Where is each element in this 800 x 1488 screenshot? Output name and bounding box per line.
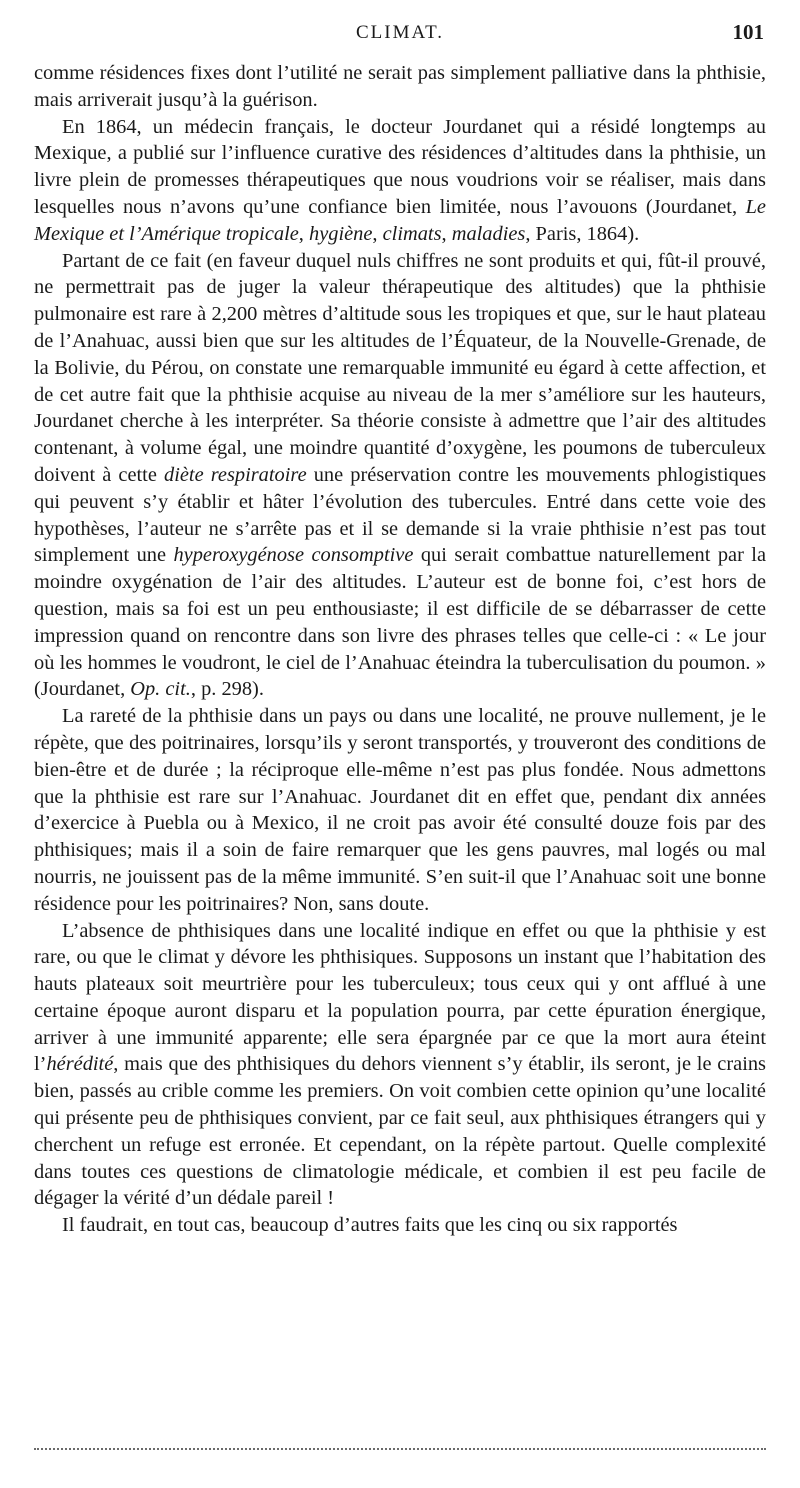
italic-text: climats — [382, 222, 442, 245]
paragraph — [34, 60, 766, 114]
paragraph — [34, 1212, 766, 1239]
text-segment: une préservation contre les mouvements phlogistiques qui peuvent s’y établir et hâter l’évolution des tubercules. Entré dans cette voie des hypothèses, l’auteur ne s’arrête pas et il se demande si la vraie phthisie n’est pas tout simplement une — [34, 463, 766, 567]
text-segment: , p. 298). — [190, 678, 264, 701]
text-segment: , Paris, 1864). — [525, 222, 640, 245]
text-segment: En 1864, un médecin français, le docteur Jourdanet qui a résidé longtemps au Mexique, a publié sur l’influence curative des résidences d’altitudes dans la phthisie, un livre plein de promesses thérapeutiques que nous voudrions voir se réaliser, mais dans lesquelles nous n’avons qu’une confiance bien limitée, nous l’avouons (Jourdanet, — [34, 115, 766, 218]
text-segment: , — [372, 222, 383, 245]
italic-text: hérédité — [46, 1053, 114, 1076]
body-text — [34, 60, 766, 1239]
italic-text: maladies — [451, 222, 526, 245]
page-number: 101 — [732, 20, 764, 44]
text-segment: Partant de ce fait (en faveur duquel nuls chiffres ne sont produits et qui, fût-il prouvé, ne permettrait pas de juger la valeur thérapeutique des altitudes) que la phthisie pulmonaire est rare à 2,200 mètres d’altitude sous les tropiques et que, sur le haut plateau de l’Anahuac, aussi bien que sur les altitudes de l’Équateur, de la Nouvelle-Grenade, de la Bolivie, du Pérou, on constate une remarquable immunité eu égard à cette affection, et de cet autre fait que la phthisie acquise au niveau de la mer s’améliore sur les hauteurs, Jourdanet cherche à les interpréter. Sa théorie consiste à admettre que l’air des altitudes contenant, à volume égal, une moindre quantité d’oxygène, les poumons de tuberculeux doivent à cette — [34, 249, 766, 486]
text-segment: , — [441, 222, 452, 245]
italic-text: hyperoxygénose consomptive — [173, 544, 414, 567]
text-segment: , — [298, 222, 309, 245]
text-segment: La rareté de la phthisie dans un pays ou dans une localité, ne prouve nullement, je le répète, que des poitrinaires, lorsqu’ils y seront transportés, y trouveront des conditions de bien-être et de durée ; la réciproque elle-même n’est pas plus fondée. Nous admettons que la phthisie est rare sur l’Anahuac. Jourdanet dit en effet que, pendant dix années d’exercice à Puebla ou à Mexico, il ne croit pas avoir été consulté douze fois par des phthisiques; mais il a soin de faire remarquer que les gens pauvres, mal logés ou mal nourris, ne jouissent pas de la même immunité. S’en suit-il que l’Anahuac soit une bonne résidence pour les poitrinaires? Non, sans doute. — [34, 705, 766, 915]
text-segment: Il faudrait, en tout cas, beaucoup d’autres faits que les cinq ou six rapportés — [62, 1214, 678, 1237]
paragraph — [34, 114, 766, 248]
paragraph — [34, 248, 766, 704]
page-header — [34, 18, 766, 52]
italic-text: hygiène — [309, 222, 373, 245]
text-segment: qui serait combattue naturellement par la moindre oxygénation de l’air des altitudes. L’auteur est de bonne foi, c’est hors de question, mais sa foi est un peu enthousiaste; il est difficile de se débarrasser de cette impression quand on rencontre dans son livre des phrases telles que celle-ci : « Le jour où les hommes le voudront, le ciel de l’Anahuac éteindra la tuberculisation du poumon. » (Jourdanet, — [34, 544, 767, 701]
footer-dotted-rule — [34, 1448, 766, 1450]
paragraph — [34, 703, 766, 917]
text-segment: , mais que des phthisiques du dehors viennent s’y établir, ils seront, je le crains bien, passés au crible comme les premiers. On voit combien cette opinion qu’une localité qui présente peu de phthisiques convient, par ce fait seul, aux phthisiques étrangers qui y cherchent un refuge est erronée. Et cependant, on la répète partout. Quelle complexité dans toutes ces questions de climatologie médicale, et combien il est peu facile de dégager la vérité d’un dédale pareil ! — [34, 1053, 766, 1210]
italic-text: diète respiratoire — [164, 463, 307, 486]
italic-text: Le Mexique et l’Amérique tropicale — [34, 195, 766, 245]
italic-text: Op. cit. — [130, 678, 191, 701]
text-segment: comme résidences fixes dont l’utilité ne serait pas simplement palliative dans la phthisie, mais arriverait jusqu’à la guérison. — [34, 62, 766, 111]
text-segment: L’absence de phthisiques dans une localité indique en effet ou que la phthisie y est rare, ou que le climat y dévore les phthisiques. Supposons un instant que l’habitation des hauts plateaux soit meurtrière pour les tuberculeux; tous ceux qui y ont afflué à une certaine époque auront disparu et la population pourra, par cette épuration énergique, arriver à une immunité apparente; elle sera épargnée par ce que la mort aura éteint l’ — [34, 919, 766, 1076]
paragraph — [34, 918, 766, 1213]
running-title: CLIMAT. — [355, 22, 445, 43]
